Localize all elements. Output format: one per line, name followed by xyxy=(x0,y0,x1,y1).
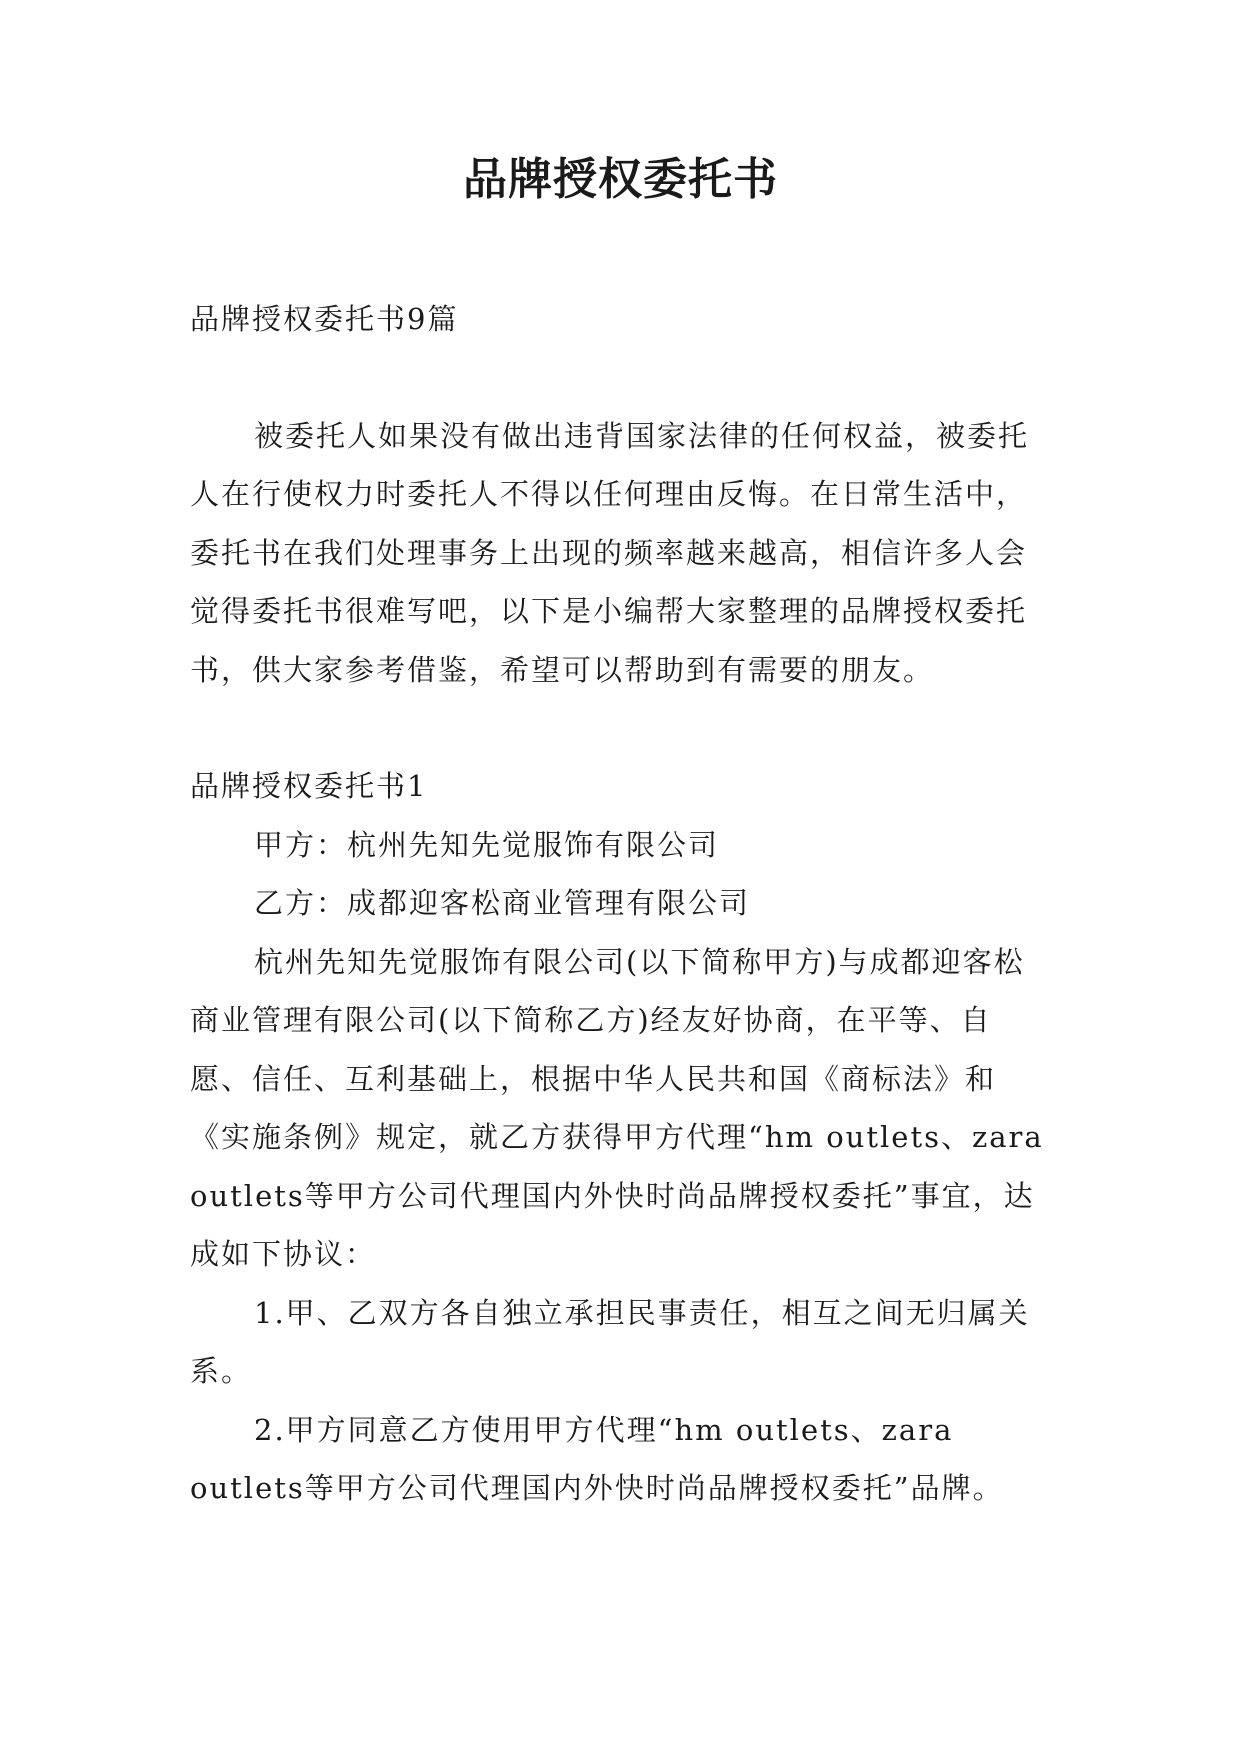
agreement-paragraph: 杭州先知先觉服饰有限公司(以下简称甲方)与成都迎客松商业管理有限公司(以下简称乙方)经友好协商，在平等、自愿、信任、互利基础上，根据中华人民共和国《商标法》和《实施条例》规定，就乙方获得甲方代理“hm outlets、zara outlets等甲方公司代理国内外快时尚品牌授权委托”事宜，达成如下协议： xyxy=(190,944,1044,1271)
document-title: 品牌授权委托书 xyxy=(463,154,778,205)
intro-paragraph: 被委托人如果没有做出违背国家法律的任何权益，被委托人在行使权力时委托人不得以任何理由反悔。在日常生活中，委托书在我们处理事务上出现的频率越来越高，相信许多人会觉得委托书很难写吧，以下是小编帮大家整理的品牌授权委托书，供大家参考借鉴，希望可以帮助到有需要的朋友。 xyxy=(190,418,1030,687)
clause-1: 1.甲、乙双方各自独立承担民事责任，相互之间无归属关系。 xyxy=(190,1295,1030,1388)
party-a-line: 甲方：杭州先知先觉服饰有限公司 xyxy=(254,827,720,862)
section-heading: 品牌授权委托书1 xyxy=(190,769,428,803)
clause-2: 2.甲方同意乙方使用甲方代理“hm outlets、zara outlets等甲方公司代理国内外快时尚品牌授权委托”品牌。 xyxy=(190,1412,1004,1505)
document-subtitle: 品牌授权委托书9篇 xyxy=(190,302,459,336)
document-body xyxy=(190,290,1052,1518)
party-b-line: 乙方：成都迎客松商业管理有限公司 xyxy=(254,886,751,920)
